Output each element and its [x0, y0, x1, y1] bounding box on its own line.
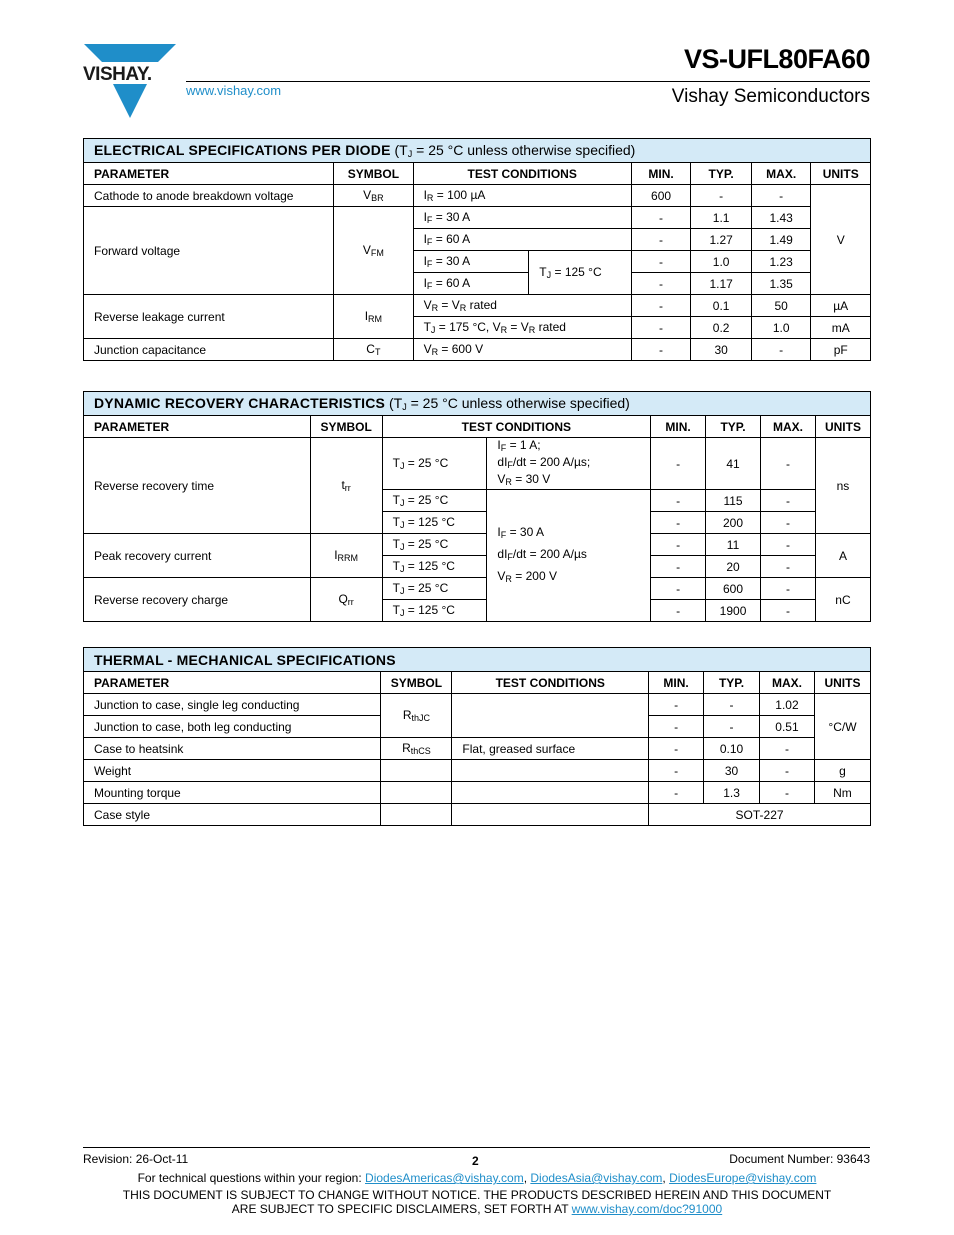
typ-cell: 115 [706, 490, 761, 512]
table-row [84, 578, 871, 600]
website-link[interactable]: www.vishay.com [186, 83, 282, 98]
typ-cell: 0.1 [691, 295, 752, 317]
table-row [84, 738, 871, 760]
symbol-cell: $V_{BR}$ [334, 185, 413, 207]
col-max: MAX. [760, 672, 815, 694]
max-cell: - [761, 556, 816, 578]
condition-cell [452, 760, 649, 782]
max-cell: 0.51 [760, 716, 815, 738]
table-row [84, 782, 871, 804]
min-cell: - [631, 339, 691, 361]
min-cell: - [649, 738, 704, 760]
col-max: MAX. [761, 416, 816, 438]
min-cell: - [651, 578, 706, 600]
condition-cell: Flat, greased surface [452, 738, 649, 760]
symbol-cell: $I_{RM}$ [334, 295, 413, 339]
col-typ: TYP. [706, 416, 761, 438]
tj-condition-cell: $T_J = 25$ °C [382, 438, 487, 490]
typ-cell: - [704, 716, 760, 738]
condition-cell: $I_F = 60$ A [413, 273, 529, 295]
typ-cell: 20 [706, 556, 761, 578]
units-cell: ns [815, 438, 870, 534]
max-cell: 1.35 [751, 273, 811, 295]
units-cell: pF [811, 339, 871, 361]
units-cell: mA [811, 317, 871, 339]
units-cell: g [814, 760, 870, 782]
tj-condition-cell: $T_J = 25$ °C [382, 490, 487, 512]
condition-cell: $I_R = 100$ µA [413, 185, 631, 207]
parameter-cell: Mounting torque [84, 782, 381, 804]
table-row [84, 760, 871, 782]
col-test-conditions: TEST CONDITIONS [382, 416, 651, 438]
col-max: MAX. [751, 163, 811, 185]
typ-cell: 1.27 [691, 229, 752, 251]
col-units: UNITS [811, 163, 871, 185]
col-test-conditions: TEST CONDITIONS [413, 163, 631, 185]
parameter-cell: Forward voltage [84, 207, 334, 295]
symbol-cell: $C_T$ [334, 339, 413, 361]
email-link-asia[interactable]: DiodesAsia@vishay.com [530, 1171, 663, 1185]
min-cell: - [631, 295, 691, 317]
col-symbol: SYMBOL [381, 672, 452, 694]
col-parameter: PARAMETER [84, 672, 381, 694]
parameter-cell: Junction to case, both leg conducting [84, 716, 381, 738]
table-row [84, 534, 871, 556]
table-row [84, 185, 871, 207]
units-cell: Nm [814, 782, 870, 804]
min-cell: - [651, 600, 706, 622]
min-cell: - [631, 207, 691, 229]
header-row [84, 416, 871, 438]
table-row [84, 339, 871, 361]
electrical-spec-table [83, 138, 871, 361]
max-cell: - [761, 534, 816, 556]
max-cell: - [761, 438, 816, 490]
parameter-cell: Case style [84, 804, 381, 826]
header-row [84, 163, 871, 185]
symbol-cell [381, 782, 452, 804]
col-min: MIN. [649, 672, 704, 694]
units-cell: A [815, 534, 870, 578]
condition-cell: $I_F = 30$ A [413, 251, 529, 273]
table-row [84, 207, 871, 229]
max-cell: - [760, 738, 815, 760]
table-row [84, 438, 871, 490]
shared-condition-cell: $I_F = 30$ A $dI_F/dt = 200$ A/µs $V_R = 200$ V [487, 490, 651, 622]
email-link-europe[interactable]: DiodesEurope@vishay.com [669, 1171, 817, 1185]
typ-cell: 11 [706, 534, 761, 556]
condition-cell [452, 804, 649, 826]
thermal-mechanical-table [83, 647, 871, 826]
typ-cell: - [704, 694, 760, 716]
condition-cell: $V_R = V_R$ rated [413, 295, 631, 317]
min-cell: 600 [631, 185, 691, 207]
part-number: VS-UFL80FA60 [683, 44, 870, 74]
header-row [84, 672, 871, 694]
max-cell: 1.02 [760, 694, 815, 716]
min-cell: - [649, 694, 704, 716]
min-cell: - [631, 317, 691, 339]
header-divider [186, 81, 870, 82]
typ-cell: 30 [691, 339, 752, 361]
typ-cell: 1.1 [691, 207, 752, 229]
symbol-cell: $I_{RRM}$ [310, 534, 382, 578]
min-cell: - [651, 534, 706, 556]
symbol-cell: $t_{rr}$ [310, 438, 382, 534]
min-cell: - [649, 760, 704, 782]
table-title-row [84, 648, 871, 672]
col-units: UNITS [814, 672, 870, 694]
page-number: 2 [472, 1154, 479, 1168]
symbol-cell: $R_{thJC}$ [381, 694, 452, 738]
condition-cell: $I_F = 60$ A [413, 229, 631, 251]
typ-cell: - [691, 185, 752, 207]
document-number: Document Number: 93643 [729, 1152, 870, 1166]
vishay-logo [82, 42, 178, 120]
company-name: Vishay Semiconductors [671, 86, 870, 107]
max-cell: 1.0 [751, 317, 811, 339]
max-cell: 50 [751, 295, 811, 317]
max-cell: 1.43 [751, 207, 811, 229]
min-cell: - [631, 273, 691, 295]
table-title: ELECTRICAL SPECIFICATIONS PER DIODE [94, 142, 391, 158]
max-cell: - [760, 782, 815, 804]
email-link-americas[interactable]: DiodesAmericas@vishay.com [365, 1171, 524, 1185]
table-row [84, 295, 871, 317]
parameter-cell: Reverse recovery time [84, 438, 311, 534]
typ-cell: 200 [706, 512, 761, 534]
min-cell: - [631, 251, 691, 273]
col-typ: TYP. [691, 163, 752, 185]
units-cell: nC [815, 578, 870, 622]
col-typ: TYP. [704, 672, 760, 694]
col-symbol: SYMBOL [334, 163, 413, 185]
max-cell: - [761, 512, 816, 534]
max-cell: - [761, 578, 816, 600]
col-parameter: PARAMETER [84, 416, 311, 438]
parameter-cell: Junction capacitance [84, 339, 334, 361]
condition-cell: $I_F = 1$ A; $dI_F/dt = 200$ A/µs; $V_R = 30$ V [487, 438, 651, 490]
parameter-cell: Weight [84, 760, 381, 782]
typ-cell: 41 [706, 438, 761, 490]
table-row [84, 804, 871, 826]
table-title: DYNAMIC RECOVERY CHARACTERISTICS [94, 395, 386, 411]
max-cell: - [761, 600, 816, 622]
max-cell: 1.23 [751, 251, 811, 273]
typ-cell: 1.3 [704, 782, 760, 804]
tech-contact-line: For technical questions within your region: DiodesAmericas@vishay.com, DiodesAsia@vishay.com, DiodesEurope@vishay.com [137, 1171, 817, 1185]
condition-cell: $T_J = 175$ °C, $V_R = V_R$ rated [413, 317, 631, 339]
min-cell: - [649, 716, 704, 738]
col-min: MIN. [631, 163, 691, 185]
symbol-cell: $Q_{rr}$ [310, 578, 382, 622]
min-cell: - [651, 490, 706, 512]
symbol-cell: $V_{FM}$ [334, 207, 413, 295]
col-test-conditions: TEST CONDITIONS [452, 672, 649, 694]
col-min: MIN. [651, 416, 706, 438]
table-title: THERMAL - MECHANICAL SPECIFICATIONS [94, 651, 396, 668]
min-cell: - [651, 556, 706, 578]
condition-cell [452, 694, 649, 738]
table-title-row [84, 392, 871, 416]
col-parameter: PARAMETER [84, 163, 334, 185]
max-cell: - [760, 760, 815, 782]
max-cell: - [751, 185, 811, 207]
typ-cell: 30 [704, 760, 760, 782]
disclaimer-line-2: ARE SUBJECT TO SPECIFIC DISCLAIMERS, SET FORTH AT www.vishay.com/doc?91000 [231, 1202, 723, 1216]
min-cell: - [651, 512, 706, 534]
condition-cell [452, 782, 649, 804]
max-cell: 1.49 [751, 229, 811, 251]
parameter-cell: Peak recovery current [84, 534, 311, 578]
tj-condition-cell: $T_J = 125$ °C [382, 512, 487, 534]
case-style-value: SOT-227 [649, 804, 871, 826]
max-cell: - [761, 490, 816, 512]
parameter-cell: Cathode to anode breakdown voltage [84, 185, 334, 207]
revision: Revision: 26-Oct-11 [83, 1152, 189, 1166]
parameter-cell: Junction to case, single leg conducting [84, 694, 381, 716]
disclaimer-link[interactable]: www.vishay.com/doc?91000 [571, 1202, 723, 1216]
min-cell: - [649, 782, 704, 804]
col-units: UNITS [815, 416, 870, 438]
units-cell: V [811, 185, 871, 295]
max-cell: - [751, 339, 811, 361]
disclaimer-line-1: THIS DOCUMENT IS SUBJECT TO CHANGE WITHOUT NOTICE. THE PRODUCTS DESCRIBED HEREIN AND THIS DOCUMENT [122, 1188, 832, 1202]
symbol-cell [381, 804, 452, 826]
dynamic-recovery-table [83, 391, 871, 622]
tj-condition-cell: $T_J = 125$ °C [382, 600, 487, 622]
units-cell: µA [811, 295, 871, 317]
min-cell: - [631, 229, 691, 251]
condition-cell: $I_F = 30$ A [413, 207, 631, 229]
typ-cell: 0.2 [691, 317, 752, 339]
brand-wordmark: VISHAY. [83, 64, 152, 85]
parameter-cell: Reverse recovery charge [84, 578, 311, 622]
tj-condition-cell: $T_J = 125$ °C [382, 556, 487, 578]
typ-cell: 1900 [706, 600, 761, 622]
condition-cell: $V_R = 600$ V [413, 339, 631, 361]
table-row [84, 694, 871, 716]
typ-cell: 1.17 [691, 273, 752, 295]
footer-divider [83, 1147, 870, 1148]
typ-cell: 0.10 [704, 738, 760, 760]
symbol-cell [381, 760, 452, 782]
units-cell: °C/W [814, 694, 870, 760]
table-note: ($T_J = 25$ °C unless otherwise specified) [388, 395, 630, 412]
tj-condition-cell: $T_J = 125$ °C [529, 251, 632, 295]
table-title-row [84, 139, 871, 163]
parameter-cell: Reverse leakage current [84, 295, 334, 339]
min-cell: - [651, 438, 706, 490]
table-note: ($T_J = 25$ °C unless otherwise specified) [394, 142, 636, 159]
parameter-cell: Case to heatsink [84, 738, 381, 760]
symbol-cell: $R_{thCS}$ [381, 738, 452, 760]
tj-condition-cell: $T_J = 25$ °C [382, 578, 487, 600]
typ-cell: 600 [706, 578, 761, 600]
col-symbol: SYMBOL [310, 416, 382, 438]
tj-condition-cell: $T_J = 25$ °C [382, 534, 487, 556]
typ-cell: 1.0 [691, 251, 752, 273]
